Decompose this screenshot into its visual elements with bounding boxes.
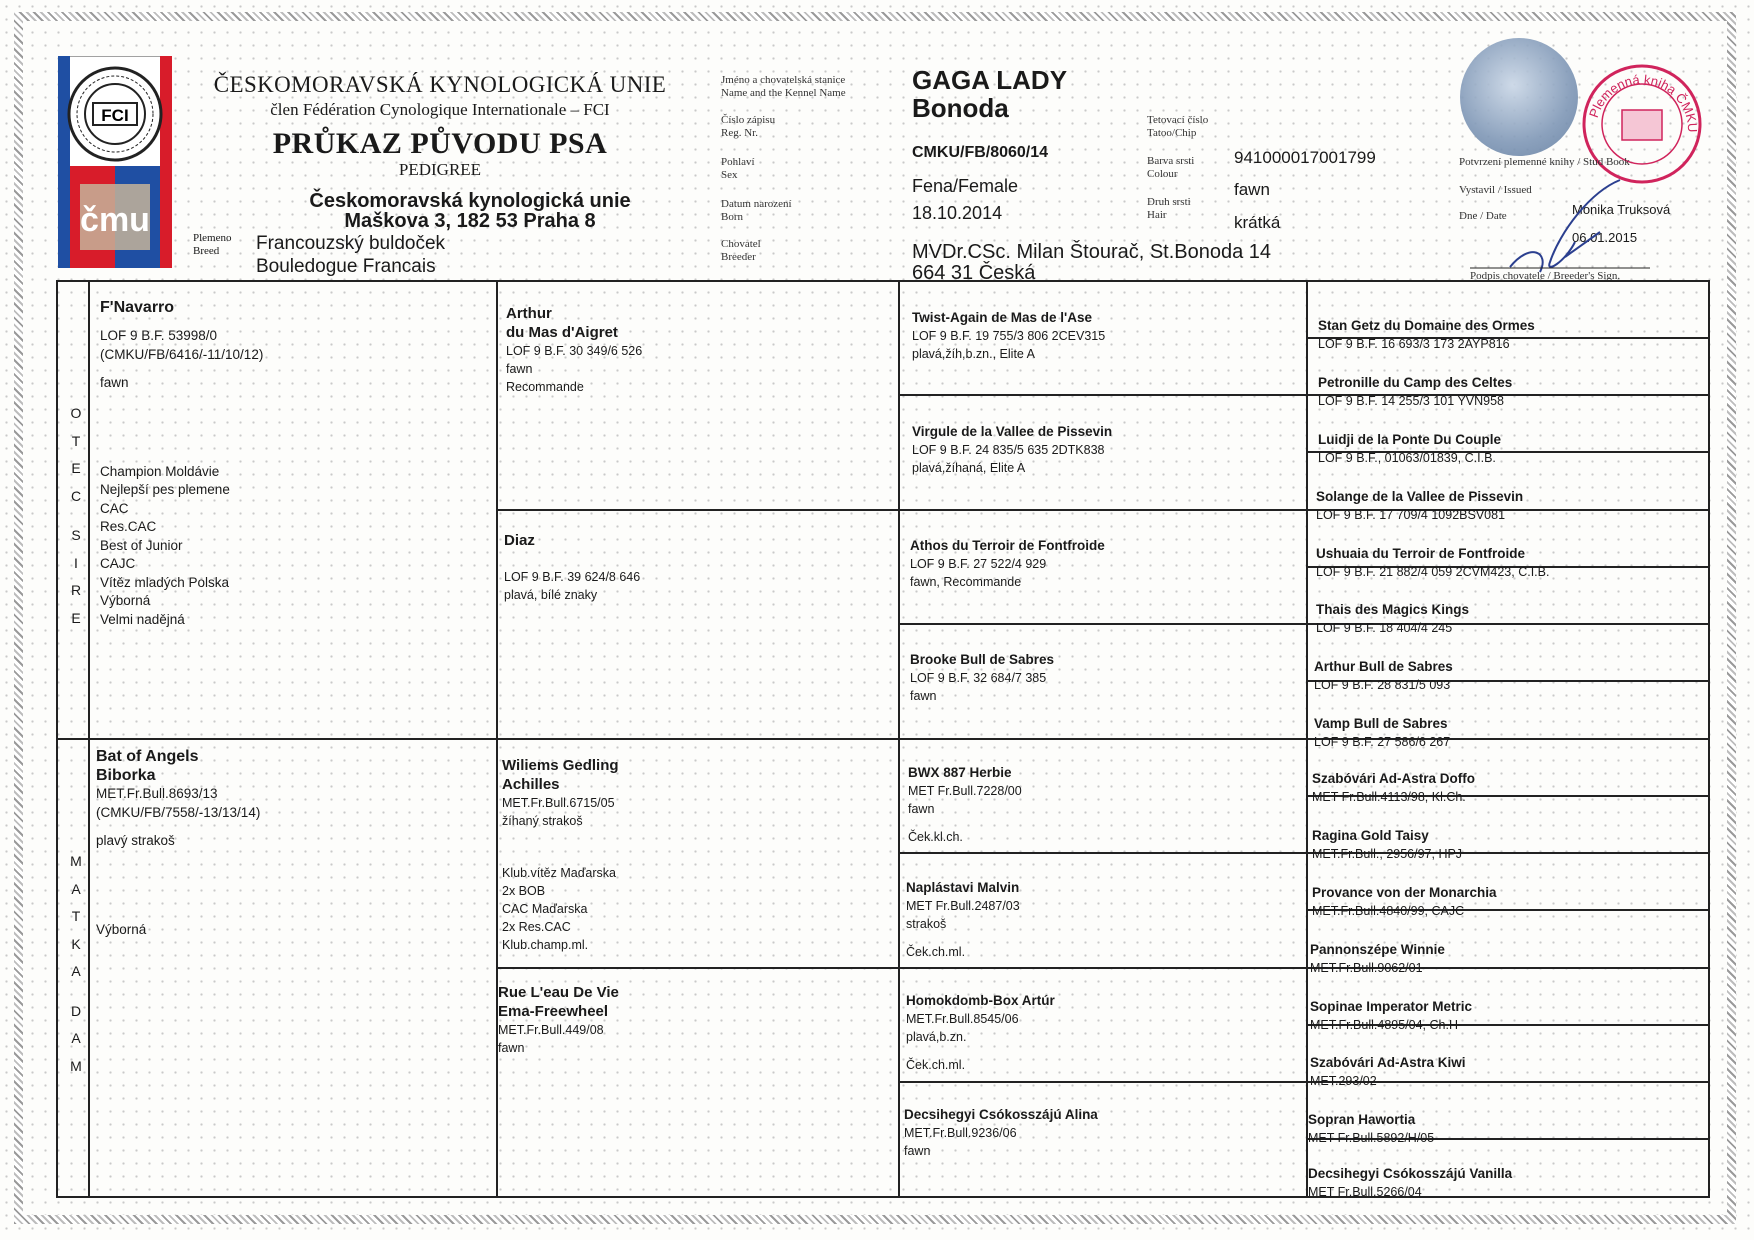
born-value: 18.10.2014 <box>912 203 1003 223</box>
address-line-2: Maškova 3, 182 53 Praha 8 <box>344 210 596 232</box>
org-subtitle: člen Fédération Cynologique Internationale – FCI <box>270 100 610 119</box>
gen3-cell: Virgule de la Vallee de Pissevin LOF 9 B.F. 24 835/5 635 2DTK838 plavá,žíhaná, Elite A <box>912 424 1113 475</box>
dam-name-2: Biborka <box>96 767 156 784</box>
issue-date: 06.01.2015 <box>1572 230 1638 245</box>
breed-label: Plemeno Breed <box>193 232 232 257</box>
gen3-cell: Athos du Terroir de Fontfroide LOF 9 B.F. 27 522/4 929 fawn, Recommande <box>910 538 1105 589</box>
gen4-cell: Szabóvári Ad-Astra Doffo MET Fr.Bull.4113/98, Kl.Ch. <box>1312 771 1476 804</box>
born-label: Datum narození Born <box>721 198 792 223</box>
document-title: PRŮKAZ PŮVODU PSA <box>272 127 608 160</box>
dam-name-1: Bat of Angels <box>96 748 199 765</box>
gen4-cell: Pannonszépe Winnie MET.Fr.Bull.9062/01 <box>1310 942 1445 975</box>
gen4-cell: Petronille du Camp des Celtes LOF 9 B.F. 14 255/3 101 YVN958 <box>1318 375 1513 408</box>
signature <box>1470 172 1670 282</box>
breeder-value <box>912 242 1271 284</box>
gen4-cell: Ushuaia du Terroir de Fontfroide LOF 9 B.F. 21 882/4 059 2CVM423, C.I.B. <box>1316 546 1550 579</box>
colour-label: Barva srsti Colour <box>1147 155 1195 180</box>
breeder-label: Chovatel Breeder <box>721 238 761 263</box>
gen4-cell: Decsihegyi Csókosszájú Vanilla MET Fr.Bull.5266/04 <box>1308 1166 1513 1199</box>
sire-color: fawn <box>100 375 129 390</box>
reg-label: Číslo zápisu Reg. Nr. <box>721 114 776 139</box>
sire-cell: F'Navarro LOF 9 B.F. 53998/0 (CMKU/FB/6416/-11/10/12) fawn Champion Moldávie Nejlepší pes plemene CAC Res.CAC Best of Junior CAJC Vítěz mladých Polska Výborná Velmi nadějná <box>100 298 485 629</box>
dog-name-line-1: GAGA LADY <box>912 65 1068 95</box>
gen3-cell: Twist-Again de Mas de l'Ase LOF 9 B.F. 19 755/3 806 2CEV315 plavá,žíh,b.zn., Elite A <box>912 310 1106 361</box>
gen3-cell: Naplástavi Malvin MET Fr.Bull.2487/03 strakoš Ček.ch.ml. <box>906 880 1020 959</box>
dog-name <box>912 66 1067 122</box>
sire-name: F'Navarro <box>100 299 175 316</box>
gen4-cell: Provance von der Monarchia MET.Fr.Bull.4840/99, CAJC <box>1312 885 1497 918</box>
gen4-cell: Thais des Magics Kings LOF 9 B.F. 18 404/4 245 <box>1316 602 1470 635</box>
breed-fr: Bouledogue Francais <box>256 256 436 277</box>
dam-sire-cell: Wiliems Gedling Achilles MET.Fr.Bull.6715/05 žíhaný strakoš Klub.vítěz Maďarska 2x BOB CAC Maďarska 2x Res.CAC Klub.champ.ml. <box>502 757 619 952</box>
gen4-cell: Luidji de la Ponte Du Couple LOF 9 B.F., 01063/01839, C.I.B. <box>1318 432 1502 465</box>
sire-sire-cell: Arthur du Mas d'Aigret LOF 9 B.F. 30 349/6 526 fawn Recommande <box>506 305 643 394</box>
breeder-sign-label: Podpis chovatele / Breeder's Sign. <box>1470 270 1621 282</box>
logo-text: FCI <box>101 106 129 125</box>
gen3-cell: Brooke Bull de Sabres LOF 9 B.F. 32 684/7 385 fawn <box>910 652 1055 703</box>
issued-label: Vystavil / Issued <box>1459 184 1532 196</box>
svg-text:čmu: čmu <box>80 201 150 239</box>
colour-value: fawn <box>1234 180 1270 199</box>
stamp-text: Plemenná kniha ČMKU <box>1585 71 1701 133</box>
org-title: ČESKOMORAVSKÁ KYNOLOGICKÁ UNIE <box>213 72 667 97</box>
dam-side-label: M A T K A D A M <box>70 853 82 1074</box>
dog-name-line-2: Bonoda <box>912 93 1009 123</box>
gen3-cell: Decsihegyi Csókosszájú Alina MET.Fr.Bull.9236/06 fawn <box>904 1107 1098 1158</box>
gen4-cell: Stan Getz du Domaine des Ormes LOF 9 B.F. 16 693/3 173 2AYP816 <box>1318 318 1535 351</box>
gen4-cell: Sopran Hawortia MET Fr.Bull.5892/H/05 <box>1308 1112 1435 1145</box>
gen4-cell: Szabóvári Ad-Astra Kiwi MET.293/02 <box>1310 1055 1466 1088</box>
sire-side-label: O T E C S I R E <box>70 405 82 626</box>
breeder-line-2: 664 31 Česká <box>912 262 1036 284</box>
registration-number: CMKU/FB/8060/14 <box>912 144 1049 161</box>
issued-by: Monika Truksová <box>1572 202 1671 217</box>
cmku-fci-logo <box>58 56 172 268</box>
gen4-cell: Arthur Bull de Sabres LOF 9 B.F. 28 831/5 093 <box>1314 659 1453 692</box>
gen4-cell: Vamp Bull de Sabres LOF 9 B.F. 27 586/6 267 <box>1314 716 1451 749</box>
dam-dam-cell: Rue L'eau De Vie Ema-Freewheel MET.Fr.Bull.449/08 fawn <box>498 984 619 1055</box>
hair-label: Druh srsti Hair <box>1147 196 1191 221</box>
gen4-cell: Ragina Gold Taisy MET.Fr.Bull., 2956/97, HPJ <box>1312 828 1463 861</box>
breeder-line-1: MVDr.CSc. Milan Štourač, St.Bonoda 14 <box>912 241 1272 263</box>
breed-cz: Francouzský buldoček <box>256 233 446 254</box>
gen3-cell: BWX 887 Herbie MET Fr.Bull.7228/00 fawn Ček.kl.ch. <box>908 765 1022 844</box>
dam-cell: Bat of Angels Biborka MET.Fr.Bull.8693/13 (CMKU/FB/7558/-13/13/14) plavý strakoš Výborná <box>96 747 486 939</box>
hologram-stamp <box>1460 38 1578 156</box>
chip-label: Tetovací číslo Tatoo/Chip <box>1147 114 1209 139</box>
sex-label: Pohlaví Sex <box>721 156 755 181</box>
gen3-cell: Homokdomb-Box Artúr MET.Fr.Bull.8545/06 plavá,b.zn. Ček.ch.ml. <box>906 993 1055 1072</box>
date-label: Dne / Date <box>1459 210 1507 222</box>
gen4-cell: Solange de la Vallee de Pissevin LOF 9 B.F. 17 709/4 1092BSV081 <box>1316 489 1524 522</box>
address-line-1: Českomoravská kynologická unie <box>309 190 631 212</box>
chip-value: 941000017001799 <box>1234 148 1376 167</box>
hair-value: krátká <box>1234 213 1281 232</box>
gen4-cell: Sopinae Imperator Metric MET.Fr.Bull.4895/04, Ch.H <box>1310 999 1473 1032</box>
kennel-label: Jméno a chovatelská stanice Name and the Kennel Name <box>721 74 846 99</box>
document-subtitle: PEDIGREE <box>398 160 482 179</box>
dam-color: plavý strakoš <box>96 833 175 848</box>
stud-book-label: Potvrzení plemenné knihy / Stud Book <box>1459 156 1630 168</box>
sire-dam-cell: Diaz LOF 9 B.F. 39 624/8 646 plavá, bílé znaky <box>504 532 641 602</box>
sex-value: Fena/Female <box>912 176 1019 196</box>
